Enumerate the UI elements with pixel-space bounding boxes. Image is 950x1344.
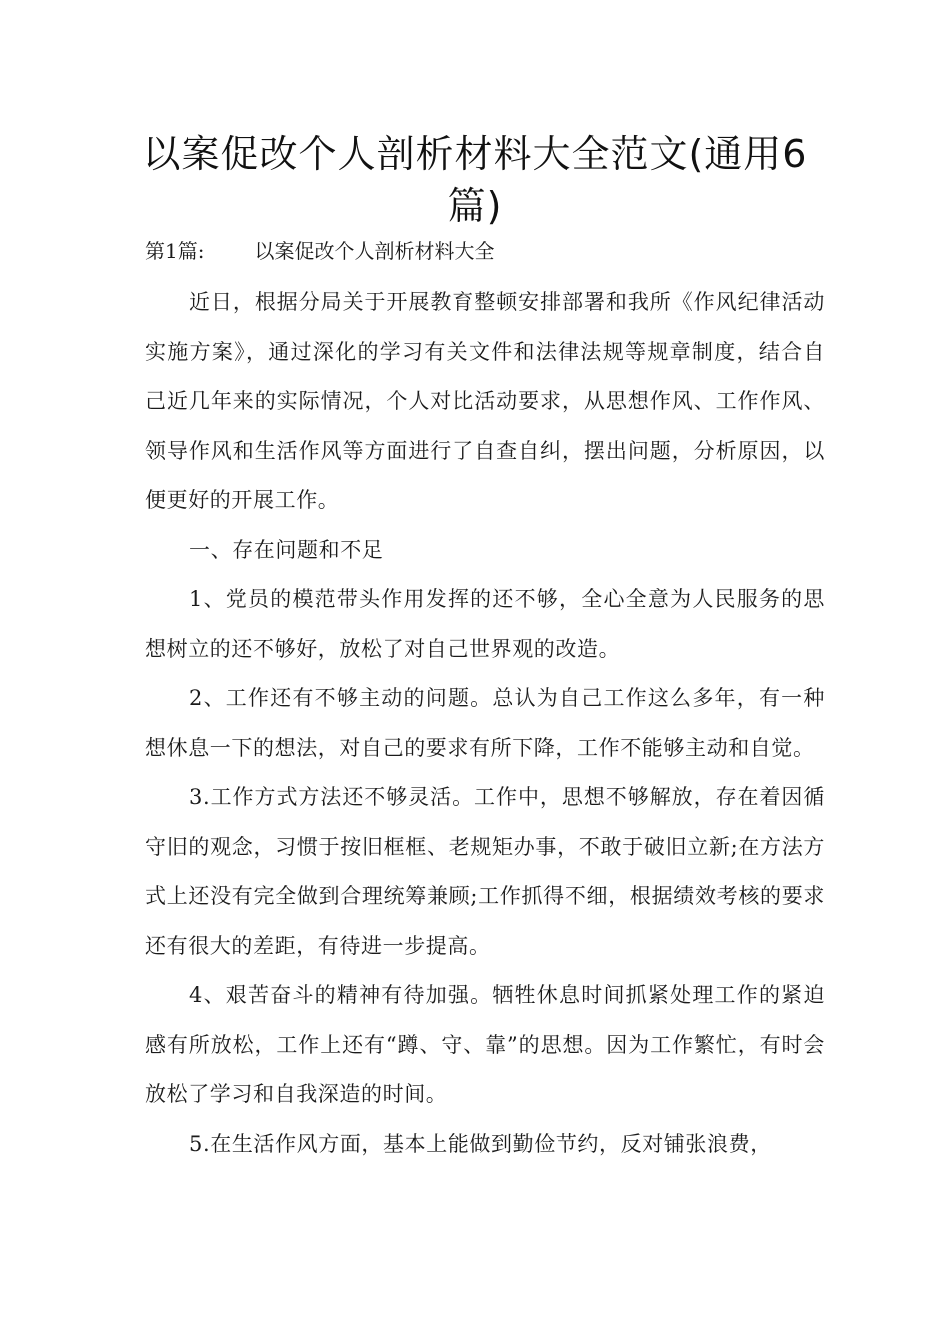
paragraph-item-1: 1、党员的模范带头作用发挥的还不够，全心全意为人民服务的思想树立的还不够好，放松了对自己世界观的改造。: [145, 587, 825, 661]
paragraph-intro: 近日，根据分局关于开展教育整顿安排部署和我所《作风纪律活动实施方案》，通过深化的学习有关文件和法律法规等规章制度，结合自己近几年来的实际情况，个人对比活动要求，从思想作风、工作作风、领导作风和生活作风等方面进行了自查自纠，摆出问题，分析原因，以便更好的开展工作。: [145, 290, 825, 512]
paragraph-item-5: 5.在生活作风方面，基本上能做到勤俭节约，反对铺张浪费，: [189, 1131, 772, 1156]
document-body: [145, 278, 825, 1169]
section-label: 第1篇:: [145, 239, 205, 263]
paragraph-heading-problems: 一、存在问题和不足: [189, 537, 384, 562]
section-heading: [145, 236, 825, 266]
document-title: 以案促改个人剖析材料大全范文(通用6篇): [142, 132, 808, 228]
paragraph-item-4: 4、艰苦奋斗的精神有待加强。牺牲休息时间抓紧处理工作的紧迫感有所放松，工作上还有“蹲、守、靠”的思想。因为工作繁忙，有时会放松了学习和自我深造的时间。: [145, 983, 825, 1106]
paragraph-item-3: 3.工作方式方法还不够灵活。工作中，思想不够解放，存在着因循守旧的观念，习惯于按旧框框、老规矩办事，不敢于破旧立新;在方法方式上还没有完全做到合理统筹兼顾;工作抓得不细，根据绩效考核的要求还有很大的差距，有待进一步提高。: [145, 785, 825, 958]
paragraph-item-2: 2、工作还有不够主动的问题。总认为自己工作这么多年，有一种想休息一下的想法，对自己的要求有所下降，工作不能够主动和自觉。: [145, 686, 825, 760]
section-title: 以案促改个人剖析材料大全: [254, 239, 495, 263]
